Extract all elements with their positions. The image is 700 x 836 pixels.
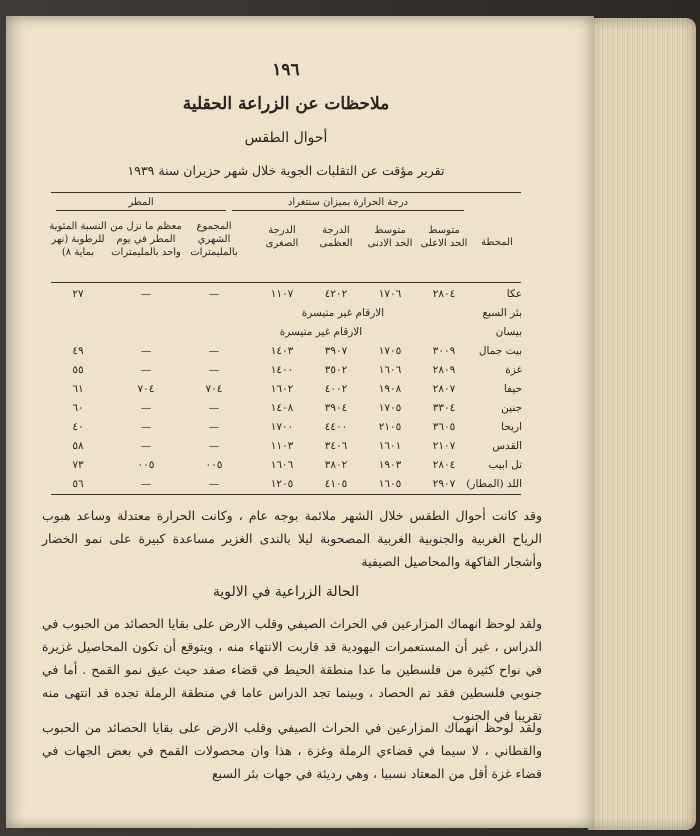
header-avg-min: متوسط الحد الادنى bbox=[367, 225, 413, 249]
table-row bbox=[6, 326, 594, 342]
table-row bbox=[6, 288, 594, 304]
cell-rain-max: — bbox=[140, 478, 152, 490]
cell-min: ١١٠٣ bbox=[270, 440, 294, 452]
paragraph-agriculture-2: ولقد لوحظ انهماك المزارعين في الحراث الصيفي وقلب الارض على بقايا الحصائد من الحبوب والقطاني ، لا سيما في قضاءي الرملة وغزة ، هذا وان محصولات القمح في بعض الجهات في قضاء غزة أقل من المعتاد نسبيا ، وهي رديئة في جهات بئر السبع bbox=[42, 720, 542, 781]
group-header-temp: درجة الحرارة بميزان سنتغراد bbox=[287, 197, 409, 208]
cell-rain-total: — bbox=[208, 402, 220, 414]
cell-max: ٣٩٠٤ bbox=[324, 402, 348, 414]
cell-max: ٤٤٠٠ bbox=[324, 421, 348, 433]
cell-min: ١٦٠٢ bbox=[270, 383, 294, 395]
cell-max: ٤٢٠٢ bbox=[324, 288, 348, 300]
cell-avg-min: ١٧٠٦ bbox=[378, 288, 402, 300]
cell-avg-max: ٣٠٠٩ bbox=[432, 345, 456, 357]
cell-avg-min: ١٦٠٦ bbox=[378, 364, 402, 376]
paragraph-agriculture-1: ولقد لوحظ انهماك المزارعين في الحراث الصيفي وقلب الارض على بقايا الحصائد من الحبوب في الدراس ، غير أن المستعمرات اليهودية قد قاربت الانتهاء منه ، ويتوقع أن تكون المحاصيل غزيرة في نواح كثيرة من فلسطين ما عدا منطقة الحيط في قضاء صفد حيث عيق نمو القمح . أما في جنوبي فلسطين فقد تم الحصاد ، وبينما تجد الدراس عاما في منطقة الرملة تجده قد انتهى منه تقريبا في الجنوب bbox=[42, 616, 542, 723]
cell-min: ١٤٠٨ bbox=[270, 402, 294, 414]
table-bottom-rule bbox=[51, 494, 521, 495]
cell-humidity: ٤٠ bbox=[72, 421, 84, 433]
cell-avg-min: ١٧٠٥ bbox=[378, 402, 402, 414]
cell-rain-total: ٠٠٥ bbox=[205, 459, 223, 471]
header-avg-max: متوسط الحد الاعلى bbox=[420, 225, 468, 249]
cell-rain-max: — bbox=[140, 421, 152, 433]
table-row bbox=[6, 440, 594, 456]
cell-avg-min: ٢١٠٥ bbox=[378, 421, 402, 433]
cell-min: ١٢٠٥ bbox=[270, 478, 294, 490]
cell-station: غزة bbox=[505, 364, 522, 376]
cell-min: ١٦٠٦ bbox=[270, 459, 294, 471]
cell-avg-max: ٣٦٠٥ bbox=[432, 421, 456, 433]
header-bottom-rule bbox=[51, 282, 521, 283]
cell-max: ٣٥٠٢ bbox=[324, 364, 348, 376]
cell-station: عكا bbox=[506, 288, 522, 300]
cell-min: ١١٠٧ bbox=[270, 288, 294, 300]
table-top-rule bbox=[51, 192, 521, 193]
header-humidity: النسبة المئوية للرطوبة (نهر بماية ٨) bbox=[49, 221, 107, 258]
header-rain-max: معظم ما نزل من المطر في يوم واحد بالمليمترات bbox=[110, 221, 182, 258]
header-rain-total: المجموع الشهري بالمليمترات bbox=[190, 221, 238, 258]
page-edges bbox=[588, 18, 696, 830]
cell-avg-max: ٢٨٠٧ bbox=[432, 383, 456, 395]
table-row bbox=[6, 459, 594, 475]
cell-station: حيفا bbox=[503, 383, 522, 395]
cell-rain-total: — bbox=[208, 421, 220, 433]
table-row bbox=[6, 478, 594, 494]
cell-avg-max: ٢٨٠٤ bbox=[432, 288, 456, 300]
cell-note: الارقام غير متيسرة bbox=[301, 307, 385, 319]
cell-rain-total: — bbox=[208, 288, 220, 300]
cell-rain-total: — bbox=[208, 440, 220, 452]
cell-humidity: ٥٨ bbox=[72, 440, 84, 452]
cell-rain-total: ٧٠٤ bbox=[205, 383, 223, 395]
cell-station: بيت جمال bbox=[478, 345, 522, 357]
table-row bbox=[6, 345, 594, 361]
cell-rain-max: — bbox=[140, 364, 152, 376]
table-row bbox=[6, 307, 594, 323]
cell-note: الارقام غير متيسرة bbox=[279, 326, 363, 338]
cell-max: ٤٠٠٢ bbox=[324, 383, 348, 395]
cell-min: ١٤٠٣ bbox=[270, 345, 294, 357]
cell-humidity: ٧٣ bbox=[72, 459, 84, 471]
cell-rain-max: — bbox=[140, 440, 152, 452]
cell-avg-max: ٣٣٠٤ bbox=[432, 402, 456, 414]
group-rule-rain bbox=[56, 210, 226, 211]
book-page bbox=[6, 16, 594, 828]
cell-max: ٣٤٠٦ bbox=[324, 440, 348, 452]
section-subtitle: أحوال الطقس bbox=[244, 130, 328, 146]
cell-station: اللد (المطار) bbox=[466, 478, 522, 490]
cell-humidity: ٦٠ bbox=[72, 402, 84, 414]
cell-rain-total: — bbox=[208, 345, 220, 357]
cell-station: اريحا bbox=[501, 421, 522, 433]
cell-avg-min: ١٧٠٥ bbox=[378, 345, 402, 357]
cell-min: ١٧٠٠ bbox=[270, 421, 294, 433]
table-row bbox=[6, 364, 594, 380]
header-min: الدرجة الصغرى bbox=[265, 225, 299, 249]
cell-rain-max: ٧٠٤ bbox=[137, 383, 155, 395]
page-number: ١٩٦ bbox=[272, 60, 300, 80]
group-rule-temp bbox=[232, 210, 464, 211]
table-row bbox=[6, 421, 594, 437]
cell-max: ٣٨٠٢ bbox=[324, 459, 348, 471]
cell-humidity: ٤٩ bbox=[72, 345, 84, 357]
page-title: ملاحظات عن الزراعة الحقلية bbox=[182, 94, 390, 114]
header-station: المحطة bbox=[481, 237, 513, 248]
cell-rain-total: — bbox=[208, 478, 220, 490]
cell-avg-min: ١٦٠١ bbox=[378, 440, 402, 452]
cell-station: تل ابيب bbox=[488, 459, 522, 471]
section-title: الحالة الزراعية في الالوية bbox=[212, 584, 360, 600]
cell-avg-min: ١٩٠٣ bbox=[378, 459, 402, 471]
cell-avg-max: ٢١٠٧ bbox=[432, 440, 456, 452]
table-row bbox=[6, 402, 594, 418]
cell-humidity: ٥٦ bbox=[72, 478, 84, 490]
paragraph-weather: وقد كانت أحوال الطقس خلال الشهر ملائمة بوجه عام ، وكانت الحرارة معتدلة وساعد هبوب الرياح الغربية والجنوبية الغربية المصحوبة ليلا بالندى الغزير مساعدة كبيرة على نمو الخضار وأشجار الفاكهة والمحاصيل الصيفية bbox=[42, 508, 542, 569]
group-header-rain: المطر bbox=[128, 197, 154, 208]
cell-rain-max: — bbox=[140, 288, 152, 300]
cell-avg-min: ١٩٠٨ bbox=[378, 383, 402, 395]
table-row bbox=[6, 383, 594, 399]
cell-avg-min: ١٦٠٥ bbox=[378, 478, 402, 490]
cell-avg-max: ٢٨٠٤ bbox=[432, 459, 456, 471]
cell-station: القدس bbox=[492, 440, 522, 452]
cell-max: ٤١٠٥ bbox=[324, 478, 348, 490]
cell-avg-max: ٢٩٠٧ bbox=[432, 478, 456, 490]
cell-station: جنين bbox=[501, 402, 522, 414]
cell-avg-max: ٢٨٠٩ bbox=[432, 364, 456, 376]
cell-humidity: ٢٧ bbox=[72, 288, 84, 300]
cell-rain-max: — bbox=[140, 402, 152, 414]
cell-rain-max: — bbox=[140, 345, 152, 357]
cell-rain-max: ٠٠٥ bbox=[137, 459, 155, 471]
cell-rain-total: — bbox=[208, 364, 220, 376]
header-max: الدرجة العظمى bbox=[319, 225, 353, 249]
table-caption: تقرير مؤقت عن التقلبات الجوية خلال شهر حزيران سنة ١٩٣٩ bbox=[127, 163, 445, 178]
cell-min: ١٤٠٠ bbox=[270, 364, 294, 376]
cell-max: ٣٩٠٧ bbox=[324, 345, 348, 357]
cell-humidity: ٥٥ bbox=[72, 364, 84, 376]
cell-station: بيسان bbox=[495, 326, 522, 338]
cell-station: بئر السبع bbox=[482, 307, 522, 319]
cell-humidity: ٦١ bbox=[72, 383, 84, 395]
